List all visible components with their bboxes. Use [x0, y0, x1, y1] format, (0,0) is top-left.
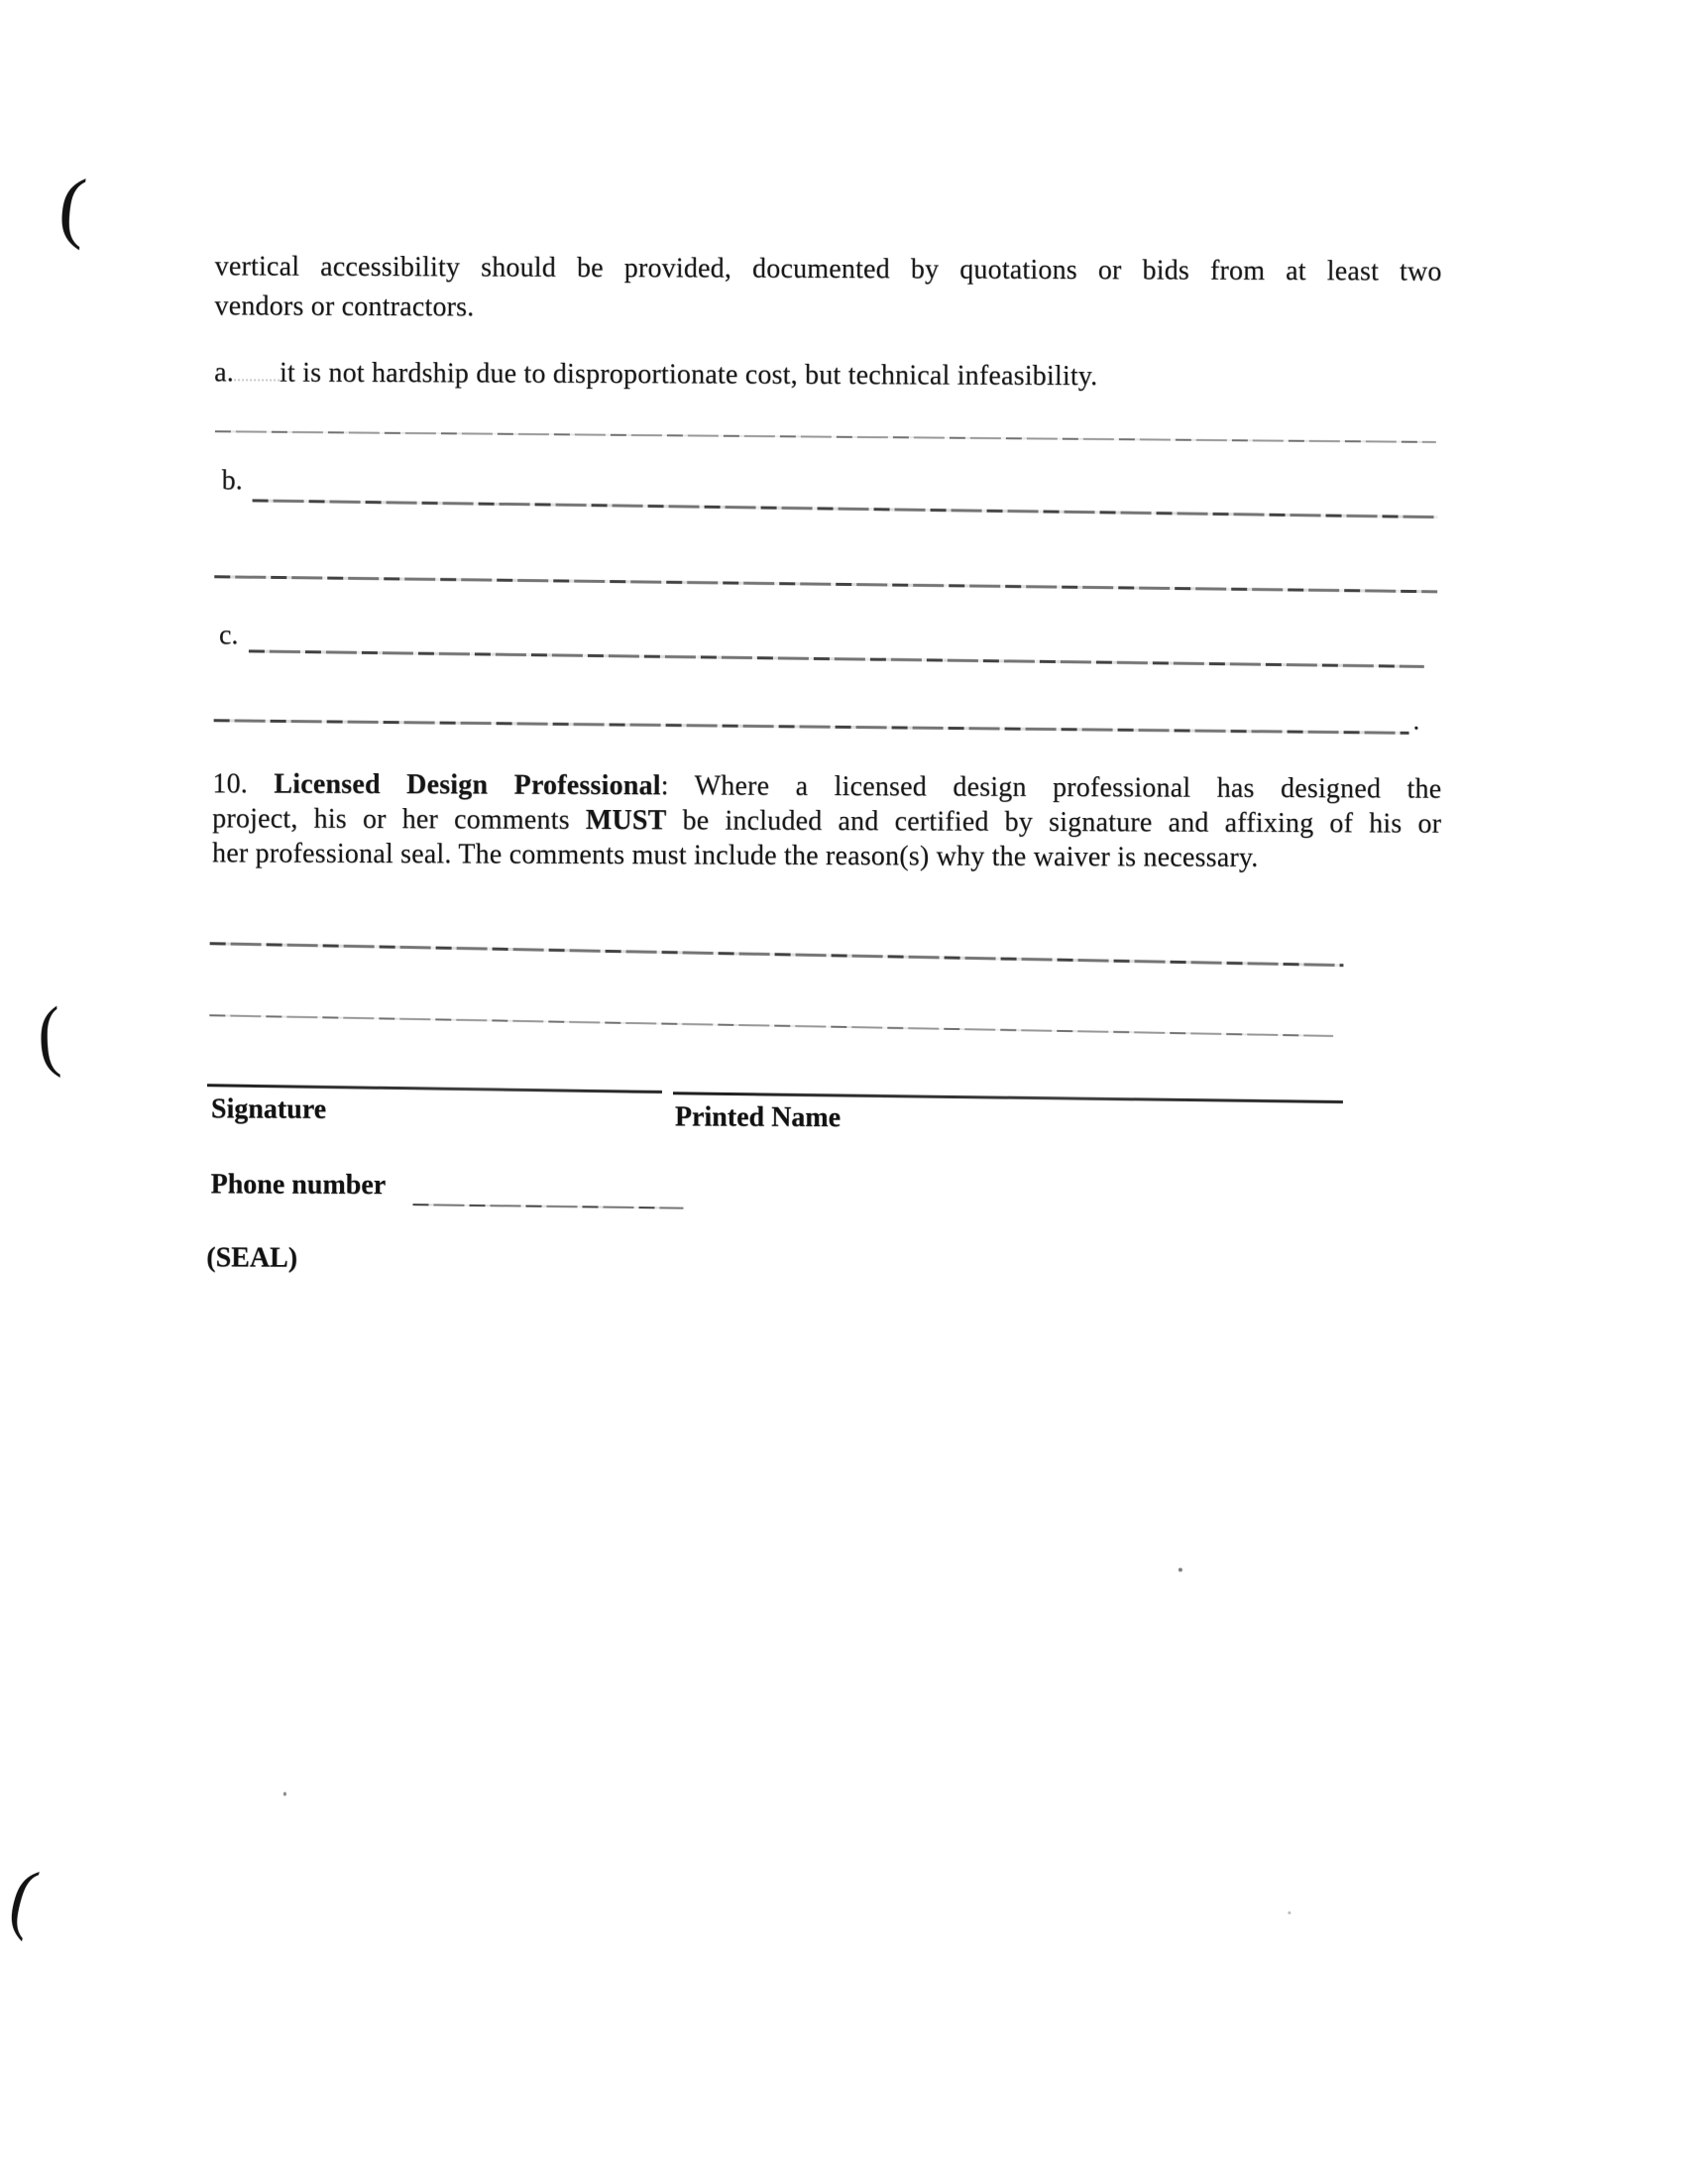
blank-line-b2	[214, 575, 1437, 593]
seal-label: (SEAL)	[206, 1242, 298, 1274]
signature-label: Signature	[210, 1093, 327, 1125]
comments-blank-line-2	[209, 1014, 1333, 1037]
signature-line	[207, 1084, 662, 1093]
scan-speck-3	[1288, 1911, 1291, 1914]
intro-paragraph	[214, 247, 1441, 331]
intro-paragraph-line2: vendors or contractors.	[214, 290, 475, 323]
blank-line-b1	[253, 499, 1438, 518]
section-10-line2	[212, 801, 1441, 841]
section-10-line2-pre: project, his or her comments	[212, 803, 586, 836]
item-c-label: c.	[218, 620, 239, 651]
blank-line-a	[215, 430, 1436, 443]
item-a-text: it is not hardship due to disproportionate cost, but technical infeasibility.	[279, 357, 1098, 393]
scan-curl-artifact-top: (	[55, 162, 90, 252]
blank-line-c2	[214, 719, 1409, 735]
section-10-line3: her professional seal. The comments must include the reason(s) why the waiver is necessary.	[211, 838, 1259, 873]
section-10-must-emphasis: MUST	[585, 804, 667, 837]
scan-curl-artifact-middle: (	[36, 991, 62, 1080]
scan-curl-artifact-bottom: (	[1, 1852, 46, 1943]
scan-speck-1	[1179, 1567, 1182, 1571]
section-10-line1	[212, 766, 1441, 806]
phone-number-label: Phone number	[210, 1169, 387, 1201]
comments-blank-line-1	[210, 942, 1344, 967]
section-10-heading: Licensed Design Professional	[274, 768, 661, 802]
item-b-label: b.	[221, 465, 243, 497]
line-end-period: .	[1412, 706, 1420, 736]
section-10-number: 10.	[212, 768, 275, 800]
blank-line-c1	[249, 649, 1424, 668]
item-a-label: a.	[214, 357, 235, 389]
scan-speck-2	[283, 1792, 286, 1796]
printed-name-label: Printed Name	[674, 1101, 842, 1133]
section-10-line1-rest: : Where a licensed design professional has designed the	[660, 770, 1442, 805]
illegible-smudge	[234, 369, 280, 381]
phone-number-line	[412, 1204, 683, 1209]
intro-paragraph-line1: vertical accessibility should be provided, documented by quotations or bids from at least two	[214, 251, 1442, 287]
section-10-paragraph	[212, 766, 1441, 875]
item-a	[214, 356, 1443, 395]
section-10-line2-rest: be included and certified by signature and affixing of his or	[666, 805, 1442, 840]
